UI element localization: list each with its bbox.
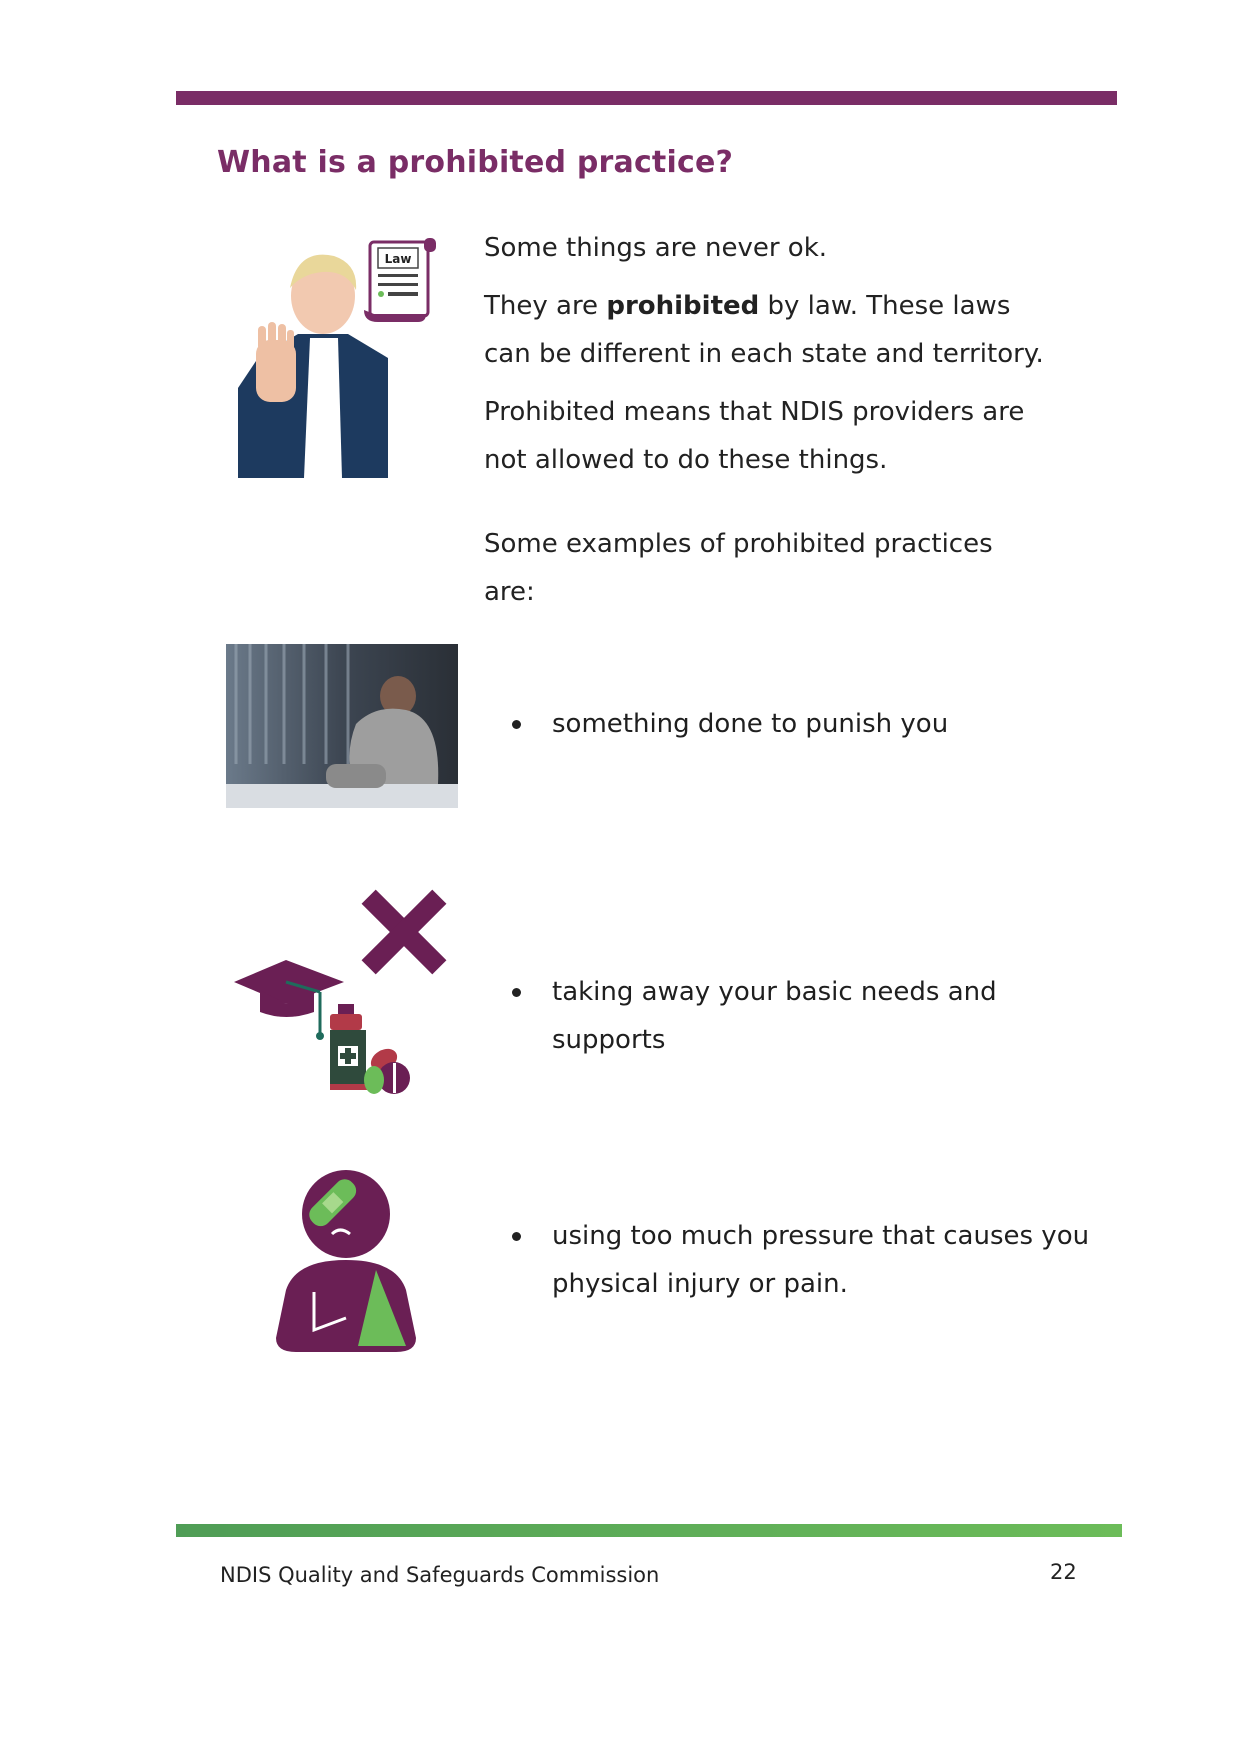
bullet-dot: [512, 1232, 521, 1241]
footer-organisation: NDIS Quality and Safeguards Commission: [220, 1563, 660, 1587]
bullet-dot: [512, 988, 521, 997]
example-item-3-text: using too much pressure that causes you physical injury or pain.: [552, 1221, 1090, 1299]
pills-icon: [364, 1044, 410, 1094]
examples-lead: Some examples of prohibited practices are:: [484, 529, 993, 607]
intro-line-2: They are prohibited by law. These laws can be different in each state and territory.: [484, 291, 1044, 369]
intro-text: [484, 224, 1044, 494]
medicine-bottle-icon: [330, 1004, 370, 1090]
example-item-3: [512, 1212, 1092, 1308]
page-number: 22: [1050, 1560, 1077, 1584]
top-rule: [176, 91, 1117, 105]
law-scroll-icon: [364, 238, 436, 322]
intro-line-1: Some things are never ok.: [484, 233, 828, 263]
svg-text:Law: Law: [384, 252, 412, 266]
cross-icon: [362, 890, 447, 975]
example-item-1-text: something done to punish you: [552, 709, 949, 739]
example-item-2: [512, 968, 1092, 1064]
page-title: What is a prohibited practice?: [217, 145, 734, 180]
example-item-1: [512, 700, 1092, 748]
sad-person-photo: [226, 644, 458, 808]
stop-person-law-illustration: [238, 238, 452, 478]
injured-person-icon: [266, 1160, 426, 1356]
bottom-rule: [176, 1524, 1122, 1537]
prohibited-bold: prohibited: [606, 291, 760, 321]
graduation-cap-icon: [234, 960, 344, 1040]
intro-line-3: Prohibited means that NDIS providers are not allowed to do these things.: [484, 397, 1025, 475]
example-item-2-text: taking away your basic needs and supports: [552, 977, 997, 1055]
no-education-medicine-icon: [234, 888, 456, 1098]
bullet-dot: [512, 720, 521, 729]
